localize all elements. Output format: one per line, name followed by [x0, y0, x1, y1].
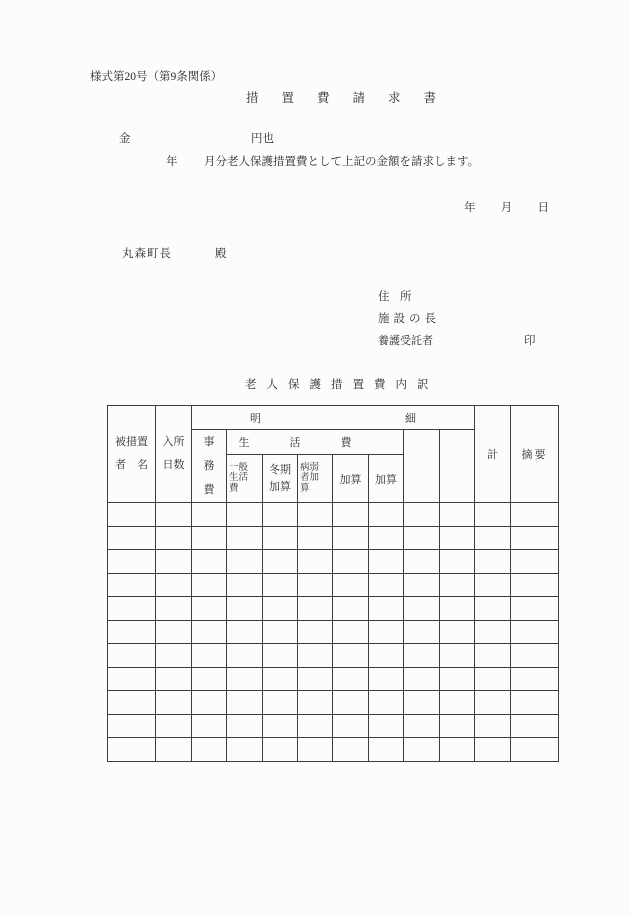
- table-cell: [333, 644, 369, 668]
- table-cell: [227, 503, 263, 527]
- table-cell: [511, 667, 559, 691]
- table-cell: [440, 597, 475, 621]
- table-cell: [192, 503, 227, 527]
- table-cell: [475, 691, 511, 715]
- table-cell: [404, 597, 440, 621]
- table-cell: [404, 738, 440, 762]
- col-group-detail: 明 細: [192, 406, 475, 430]
- table-cell: [298, 573, 333, 597]
- table-cell: [369, 714, 404, 738]
- table-cell: [298, 714, 333, 738]
- col-header-winter-addition: 冬期 加算: [263, 455, 298, 503]
- table-cell: [475, 738, 511, 762]
- table-cell: [440, 667, 475, 691]
- table-cell: [298, 620, 333, 644]
- table-cell: [475, 667, 511, 691]
- table-cell: [404, 550, 440, 574]
- date-year-label: 年: [464, 202, 476, 214]
- table-cell: [108, 691, 156, 715]
- col-header-addition-1: 加算: [333, 455, 369, 503]
- col-header-office-expense: 事 務 費: [192, 430, 227, 503]
- table-title: 老人保護措置費内訳: [245, 379, 439, 391]
- table-cell: [511, 714, 559, 738]
- table-cell: [511, 597, 559, 621]
- table-cell: [263, 667, 298, 691]
- header-row-1: [108, 406, 559, 430]
- table-cell: [298, 597, 333, 621]
- table-cell: [263, 644, 298, 668]
- col-header-general-living: 一般 生活 費: [227, 455, 263, 503]
- table-cell: [227, 738, 263, 762]
- table-cell: [511, 573, 559, 597]
- date-line: [464, 199, 549, 215]
- table-cell: [227, 667, 263, 691]
- request-year-label: 年: [166, 156, 178, 168]
- table-cell: [156, 573, 192, 597]
- col-header-resident-name: 被措置 者 名: [108, 406, 156, 503]
- table-row: [108, 667, 559, 691]
- breakdown-table: [107, 405, 559, 762]
- table-cell: [369, 644, 404, 668]
- form-number: 様式第20号（第9条関係）: [90, 71, 223, 83]
- date-month-label: 月: [500, 202, 513, 214]
- table-cell: [192, 620, 227, 644]
- table-cell: [108, 550, 156, 574]
- table-cell: [475, 503, 511, 527]
- table-cell: [511, 550, 559, 574]
- table-cell: [369, 691, 404, 715]
- table-row: [108, 620, 559, 644]
- col-header-blank-2: [440, 430, 475, 503]
- table-cell: [511, 620, 559, 644]
- table-cell: [263, 714, 298, 738]
- table-cell: [227, 714, 263, 738]
- table-cell: [404, 714, 440, 738]
- table-cell: [298, 526, 333, 550]
- signature-address-label: 住所: [378, 291, 422, 303]
- table-cell: [440, 526, 475, 550]
- table-cell: [263, 691, 298, 715]
- table-row: [108, 644, 559, 668]
- table-cell: [298, 550, 333, 574]
- col-group-living-expense: 生活費: [227, 430, 404, 455]
- table-cell: [192, 550, 227, 574]
- table-cell: [369, 550, 404, 574]
- table-cell: [511, 526, 559, 550]
- table-cell: [369, 503, 404, 527]
- breakdown-table-body: [108, 503, 559, 762]
- table-cell: [227, 597, 263, 621]
- table-cell: [156, 526, 192, 550]
- table-cell: [156, 503, 192, 527]
- table-cell: [192, 738, 227, 762]
- table-cell: [192, 597, 227, 621]
- table-cell: [333, 550, 369, 574]
- col-header-remarks: 摘要: [511, 406, 559, 503]
- table-cell: [440, 620, 475, 644]
- table-cell: [333, 691, 369, 715]
- table-cell: [108, 667, 156, 691]
- amount-prefix-label: 金: [119, 133, 131, 145]
- table-cell: [263, 620, 298, 644]
- table-cell: [404, 620, 440, 644]
- table-cell: [192, 667, 227, 691]
- table-cell: [440, 738, 475, 762]
- table-row: [108, 738, 559, 762]
- table-cell: [475, 644, 511, 668]
- table-cell: [511, 691, 559, 715]
- table-cell: [263, 526, 298, 550]
- table-cell: [369, 620, 404, 644]
- table-cell: [511, 503, 559, 527]
- table-cell: [227, 526, 263, 550]
- table-cell: [156, 691, 192, 715]
- table-cell: [440, 573, 475, 597]
- table-cell: [156, 597, 192, 621]
- col-header-total: 計: [475, 406, 511, 503]
- amount-suffix-label: 円也: [251, 133, 274, 145]
- table-cell: [475, 714, 511, 738]
- addressee-name: 丸森町長: [122, 248, 172, 260]
- table-cell: [404, 644, 440, 668]
- table-row: [108, 597, 559, 621]
- table-cell: [156, 644, 192, 668]
- col-header-admission-days: 入所 日数: [156, 406, 192, 503]
- date-day-label: 日: [537, 202, 549, 214]
- table-row: [108, 503, 559, 527]
- col-header-sickly-addition: 病弱 者加 算: [298, 455, 333, 503]
- signature-caretaker-label: 養護受託者: [378, 335, 433, 347]
- table-cell: [298, 691, 333, 715]
- table-cell: [192, 573, 227, 597]
- table-cell: [156, 714, 192, 738]
- addressee-honorific: 殿: [215, 248, 227, 260]
- table-cell: [333, 738, 369, 762]
- table-cell: [475, 526, 511, 550]
- table-cell: [369, 738, 404, 762]
- table-cell: [475, 573, 511, 597]
- table-cell: [192, 714, 227, 738]
- table-cell: [108, 503, 156, 527]
- table-cell: [192, 691, 227, 715]
- table-cell: [440, 691, 475, 715]
- table-cell: [440, 550, 475, 574]
- table-cell: [333, 620, 369, 644]
- table-cell: [108, 597, 156, 621]
- table-cell: [192, 526, 227, 550]
- seal-placeholder: 印: [524, 335, 536, 347]
- table-row: [108, 550, 559, 574]
- document-title: 措置費請求書: [246, 91, 460, 105]
- table-cell: [404, 691, 440, 715]
- table-cell: [298, 738, 333, 762]
- col-header-addition-2: 加算: [369, 455, 404, 503]
- table-cell: [156, 667, 192, 691]
- table-cell: [298, 644, 333, 668]
- table-cell: [440, 503, 475, 527]
- table-cell: [404, 573, 440, 597]
- table-cell: [369, 573, 404, 597]
- table-cell: [227, 644, 263, 668]
- table-cell: [108, 573, 156, 597]
- table-cell: [333, 526, 369, 550]
- request-statement: 月分老人保護措置費として上記の金額を請求します。: [204, 156, 480, 168]
- table-cell: [333, 597, 369, 621]
- table-cell: [263, 503, 298, 527]
- table-cell: [475, 550, 511, 574]
- table-cell: [440, 714, 475, 738]
- table-cell: [333, 667, 369, 691]
- table-cell: [192, 644, 227, 668]
- table-cell: [333, 714, 369, 738]
- table-cell: [298, 667, 333, 691]
- col-header-blank-1: [404, 430, 440, 503]
- table-cell: [227, 573, 263, 597]
- table-cell: [369, 526, 404, 550]
- table-cell: [511, 644, 559, 668]
- table-row: [108, 526, 559, 550]
- table-cell: [227, 550, 263, 574]
- table-cell: [404, 526, 440, 550]
- table-cell: [404, 503, 440, 527]
- table-cell: [333, 573, 369, 597]
- table-cell: [263, 550, 298, 574]
- table-cell: [227, 691, 263, 715]
- table-row: [108, 573, 559, 597]
- table-cell: [404, 667, 440, 691]
- table-cell: [263, 738, 298, 762]
- table-cell: [298, 503, 333, 527]
- table-cell: [108, 644, 156, 668]
- table-cell: [108, 738, 156, 762]
- table-cell: [369, 597, 404, 621]
- table-cell: [156, 738, 192, 762]
- table-cell: [511, 738, 559, 762]
- table-cell: [475, 620, 511, 644]
- table-cell: [263, 573, 298, 597]
- breakdown-table-container: [107, 405, 559, 762]
- table-cell: [108, 526, 156, 550]
- table-row: [108, 714, 559, 738]
- signature-facility-head-label: 施設の長: [378, 313, 440, 325]
- table-cell: [108, 714, 156, 738]
- table-cell: [156, 620, 192, 644]
- table-cell: [475, 597, 511, 621]
- table-cell: [440, 644, 475, 668]
- table-cell: [108, 620, 156, 644]
- table-cell: [369, 667, 404, 691]
- table-cell: [156, 550, 192, 574]
- table-row: [108, 691, 559, 715]
- table-cell: [227, 620, 263, 644]
- table-cell: [263, 597, 298, 621]
- table-cell: [333, 503, 369, 527]
